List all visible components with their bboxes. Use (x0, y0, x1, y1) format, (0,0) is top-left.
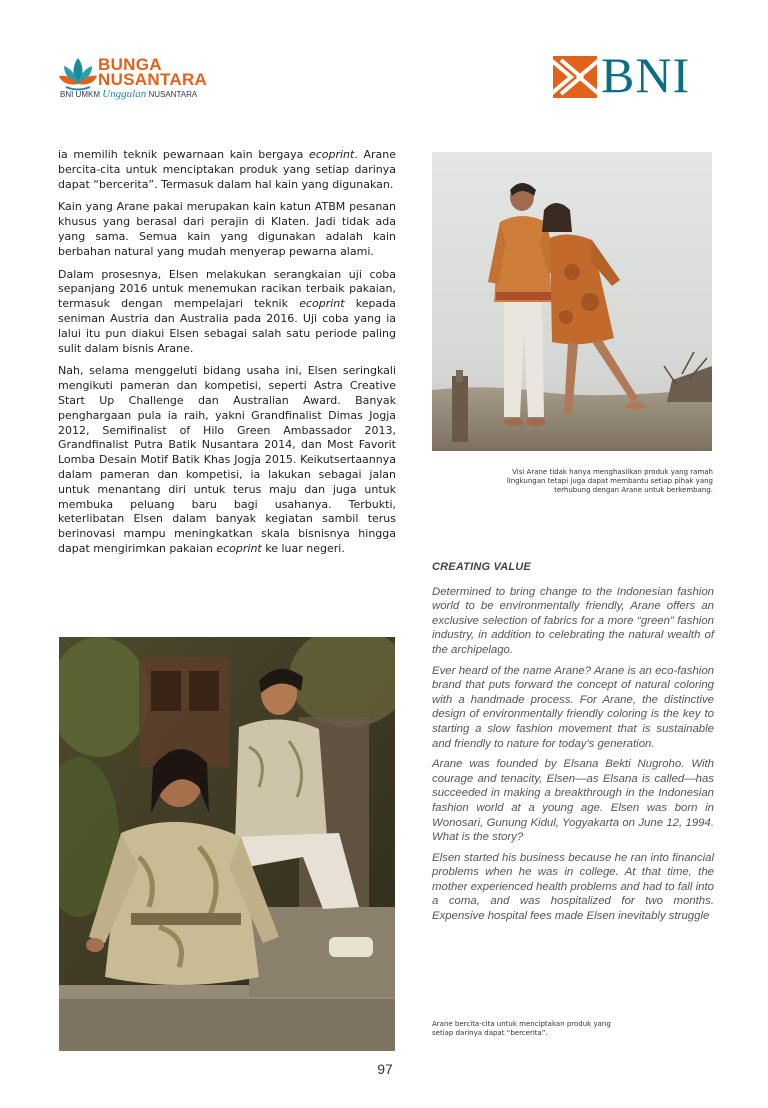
text-run: Nah, selama menggeluti bidang usaha ini, Elsen seringkali mengikuti pameran dan kompetisi, seperti Astra Creative Start Up Challenge dan Australian Award. Banyak penghargaan pula ia raih, yakni Grandfinalist Dimas Jogja 2012, Semifinalist of Hilo Green Ambassador 2013, Grandfinalist Putra Batik Nusantara 2014, dan Most Favorit Lomba Desain Motif Batik Khas Jogja 2015. Keikutsertaannya dalam pameran dan kompetisi, ia lakukan sebagai jalan untuk menantang diri untuk terus maju dan juga untuk membuka peluang baru bagi usahanya. Terbukti, keterlibatan Elsen dalam banyak kegiatan sambil terus berinovasi mampu meningkatkan skala bisnisnya hingga dapat mengirimkan pakaian (58, 364, 396, 555)
tagline-part2: NUSANTARA (146, 90, 198, 99)
tagline-part1: BNI UMKM (60, 90, 103, 99)
italic-term: ecoprint (216, 541, 262, 555)
photo-caption-bottom: Arane bercita-cita untuk menciptakan produk yang setiap darinya dapat “bercerita”. (432, 1020, 611, 1037)
bunga-nusantara-logo (58, 54, 218, 102)
indonesian-paragraph (58, 148, 396, 192)
lotus-icon (58, 54, 98, 94)
page-number: 97 (377, 1061, 393, 1077)
italic-term: ecoprint (308, 148, 355, 161)
english-paragraph: Elsen started his business because he ran into financial problems when he was in college. At that time, the mother experienced health problems and had to fall into a coma, and was hospitalized for two months. Expensive hospital fees made Elsen inevitably struggle (432, 851, 714, 923)
section-heading: CREATING VALUE (432, 561, 531, 573)
indonesian-paragraph (58, 364, 396, 556)
bni-logo (553, 47, 713, 104)
text-run: Kain yang Arane pakai merupakan kain katun ATBM pesanan khusus yang berasal dari perajin di Klaten. Jadi tidak ada yang sama. Semua kain yang digunakan adalah kain berbahan natural yang mudah menyerap pewarna alami. (58, 200, 396, 258)
english-paragraph: Arane was founded by Elsana Bekti Nugroho. With courage and tenacity, Elsen—as Elsana is called—has succeeded in making a breakthrough in the Indonesian fashion world at a young age. Elsen was born in Wonosari, Gunung Kidul, Yogyakarta on June 12, 1994. What is the story? (432, 758, 714, 844)
bni-mark-icon (553, 56, 597, 98)
photo-couple-outdoor (432, 152, 712, 451)
bni-wordmark: BNI (601, 47, 691, 103)
english-paragraph: Determined to bring change to the Indonesian fashion world to be environmentally friendly, Arane offers an exclusive selection of fabrics for a more “green” fashion industry, in addition to celebrating the natural wealth of the archipelago. (432, 585, 714, 656)
text-run: . Arane bercita-cita untuk menciptakan produk yang setiap darinya dapat “bercerita”. Termasuk dalam hal kain yang digunakan. (58, 148, 397, 191)
english-article-column (432, 560, 714, 930)
logo-word-bunga: BUNGA (98, 55, 162, 74)
english-paragraph: Ever heard of the name Arane? Arane is an eco-fashion brand that puts forward the concept of natural coloring with a handmade process. For Arane, the distinctive design of environmentally friendly coloring is the key to starting a slow fashion movement that is sustainable and friendly to nature for today's generation. (432, 664, 714, 750)
tagline-script: Unggulan (102, 88, 147, 100)
photo-caption-top: Visi Arane tidak hanya menghasilkan produk yang ramah lingkungan tetapi juga dapat membantu setiap pihak yang terhubung dengan Arane untuk berkembang. (506, 468, 713, 494)
logo-word-nusantara: NUSANTARA (98, 70, 208, 89)
photo-couple-garden (59, 637, 395, 1051)
indonesian-paragraph (58, 268, 396, 357)
text-run: ke luar negeri. (261, 541, 345, 555)
text-run: Dalam prosesnya, Elsen melakukan serangkaian uji coba sepanjang 2016 untuk menemukan racikan terbaik pakaian, termasuk dengan mempelajari teknik (58, 267, 396, 311)
indonesian-article-column (58, 148, 396, 565)
text-run: kepada seniman Austria dan Australia pada 2016. Uji coba yang ia lalui itu pun diakui Elsen sebagai salah satu periode paling sulit dalam bisnis Arane. (58, 297, 396, 355)
indonesian-paragraph (58, 200, 396, 259)
text-run: ia memilih teknik pewarnaan kain bergaya (58, 148, 309, 161)
logo-tagline (60, 89, 197, 100)
italic-term: ecoprint (299, 297, 345, 311)
